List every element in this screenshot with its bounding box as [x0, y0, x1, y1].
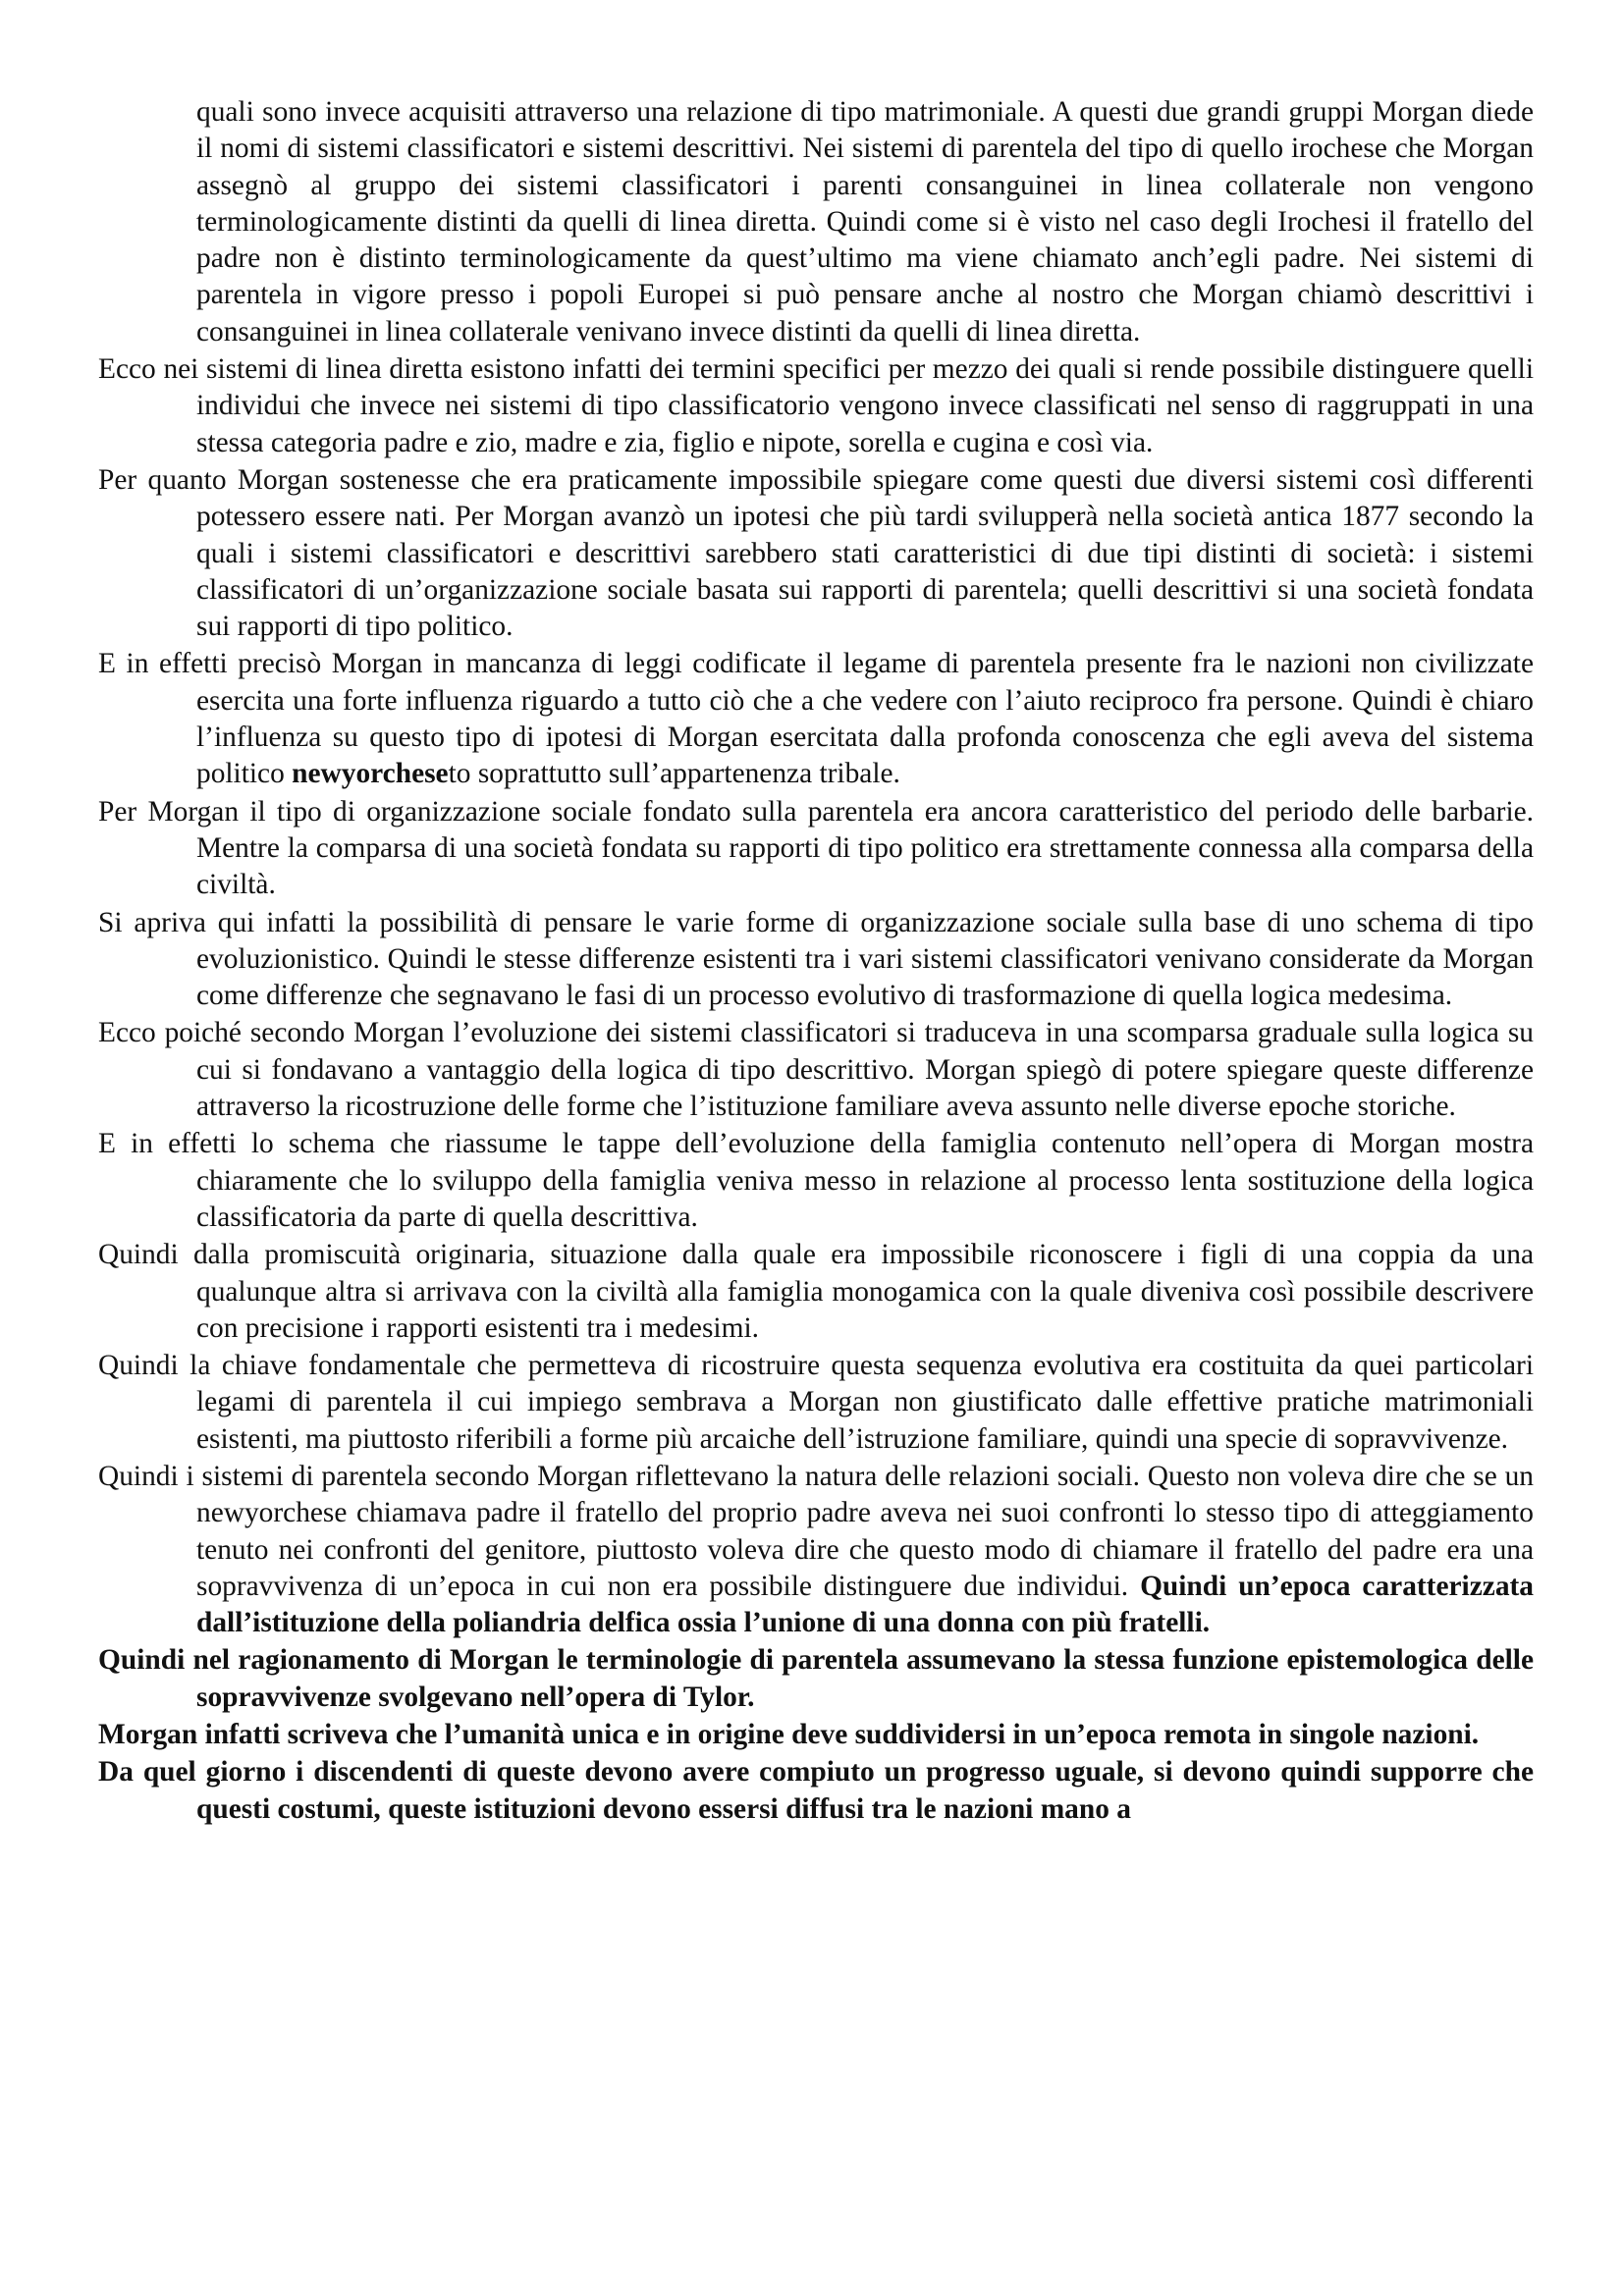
bold-text-segment: newyorchese: [292, 758, 449, 790]
paragraph: [98, 1126, 1534, 1236]
bold-paragraph: [98, 1754, 1534, 1828]
text-segment: Quindi la chiave fondamentale che permetteva di ricostruire questa sequenza evolutiva era costituita da quei particolari legami di parentela il cui impiego sembrava a Morgan non giustificato dalle effettive pratiche matrimoniali esistenti, ma piuttosto riferibili a forme più arcaiche dell’istruzione familiare, quindi una specie di sopravvivenze.: [98, 1350, 1534, 1455]
paragraph: [98, 794, 1534, 904]
document-page: [98, 94, 1534, 1829]
text-segment: Si apriva qui infatti la possibilità di pensare le varie forme di organizzazione sociale sulla base di uno schema di tipo evoluzionistico. Quindi le stesse differenze esistenti tra i vari sistemi classificatori venivano considerate da Morgan come differenze che segnavano le fasi di un processo evolutivo di trasformazione di quella logica medesima.: [98, 906, 1534, 1012]
bold-paragraph: [98, 1642, 1534, 1716]
bold-text-segment: Da quel giorno i discendenti di queste devono avere compiuto un progresso uguale, si devono quindi supporre che questi costumi, queste istituzioni devono essersi diffusi tra le nazioni mano a: [98, 1756, 1534, 1825]
paragraph: [98, 351, 1534, 461]
text-segment: Per Morgan il tipo di organizzazione sociale fondato sulla parentela era ancora caratteristico del periodo delle barbarie. Mentre la comparsa di una società fondata su rapporti di tipo politico era strettamente connessa alla comparsa della civiltà.: [98, 795, 1534, 901]
paragraph: [98, 1015, 1534, 1125]
bold-text-segment: Morgan infatti scriveva che l’umanità unica e in origine deve suddividersi in un’epoca remota in singole nazioni.: [98, 1719, 1480, 1751]
text-segment: Quindi dalla promiscuità originaria, situazione dalla quale era impossibile riconoscere i figli di una coppia da una qualunque altra si arrivava con la civiltà alla famiglia monogamica con la quale diveniva così possibile descrivere con precisione i rapporti esistenti tra i medesimi.: [98, 1239, 1534, 1344]
bold-text-segment: Quindi nel ragionamento di Morgan le terminologie di parentela assumevano la stessa funzione epistemologica delle sopravvivenze svolgevano nell’opera di Tylor.: [98, 1644, 1534, 1713]
paragraph: [98, 462, 1534, 645]
text-segment: E in effetti precisò Morgan in mancanza di leggi codificate il legame di parentela presente fra le nazioni non civilizzate esercita una forte influenza riguardo a tutto ciò che a che vedere con l’aiuto reciproco fra persone. Quindi è chiaro l’influenza su questo tipo di ipotesi di Morgan esercitata dalla profonda conoscenza che egli aveva del sistema politico: [98, 648, 1534, 790]
text-segment: quali sono invece acquisiti attraverso una relazione di tipo matrimoniale. A questi due grandi gruppi Morgan diede il nomi di sistemi classificatori e sistemi descrittivi. Nei sistemi di parentela del tipo di quello irochese che Morgan assegnò al gruppo dei sistemi classificatori i parenti consanguinei in linea collaterale non vengono terminologicamente distinti da quelli di linea diretta. Quindi come si è visto nel caso degli Irochesi il fratello del padre non è distinto terminologicamente da quest’ultimo ma viene chiamato anch’egli padre. Nei sistemi di parentela in vigore presso i popoli Europei si può pensare anche al nostro che Morgan chiamò descrittivi i consanguinei in linea collaterale venivano invece distinti da quelli di linea diretta.: [196, 96, 1534, 347]
paragraph: [98, 1237, 1534, 1347]
bold-paragraph: [98, 1717, 1534, 1753]
bold-text-segment: Quindi un’epoca caratterizzata dall’istituzione della poliandria delfica ossia l’unione di una donna con più fratelli.: [196, 1570, 1534, 1639]
text-segment: Per quanto Morgan sostenesse che era praticamente impossibile spiegare come questi due diversi sistemi così differenti potessero essere nati. Per Morgan avanzò un ipotesi che più tardi svilupperà nella società antica 1877 secondo la quali i sistemi classificatori e descrittivi sarebbero stati caratteristici di due tipi distinti di società: i sistemi classificatori di un’organizzazione sociale basata sui rapporti di parentela; quelli descrittivi si una società fondata sui rapporti di tipo politico.: [98, 463, 1534, 643]
paragraph: [98, 646, 1534, 792]
text-segment: to soprattutto sull’appartenenza tribale.: [448, 758, 900, 790]
paragraph: [98, 1459, 1534, 1641]
paragraph: [98, 905, 1534, 1015]
paragraph-continuation: [98, 94, 1534, 350]
text-segment: Ecco poiché secondo Morgan l’evoluzione dei sistemi classificatori si traduceva in una scomparsa graduale sulla logica su cui si fondavano a vantaggio della logica di tipo descrittivo. Morgan spiegò di potere spiegare queste differenze attraverso la ricostruzione delle forme che l’istituzione familiare aveva assunto nelle diverse epoche storiche.: [98, 1017, 1534, 1123]
text-segment: Ecco nei sistemi di linea diretta esistono infatti dei termini specifici per mezzo dei quali si rende possibile distinguere quelli individui che invece nei sistemi di tipo classificatorio vengono invece classificati nel senso di raggruppati in una stessa categoria padre e zio, madre e zia, figlio e nipote, sorella e cugina e così via.: [98, 353, 1534, 458]
text-segment: E in effetti lo schema che riassume le tappe dell’evoluzione della famiglia contenuto nell’opera di Morgan mostra chiaramente che lo sviluppo della famiglia veniva messo in relazione al processo lenta sostituzione della logica classificatoria da parte di quella descrittiva.: [98, 1128, 1534, 1233]
paragraph: [98, 1348, 1534, 1458]
text-segment: Quindi i sistemi di parentela secondo Morgan riflettevano la natura delle relazioni sociali. Questo non voleva dire che se un newyorchese chiamava padre il fratello del proprio padre aveva nei suoi confronti lo stesso tipo di atteggiamento tenuto nei confronti del genitore, piuttosto voleva dire che questo modo di chiamare il fratello del padre era una sopravvivenza di un’epoca in cui non era possibile distinguere due individui.: [98, 1460, 1534, 1602]
